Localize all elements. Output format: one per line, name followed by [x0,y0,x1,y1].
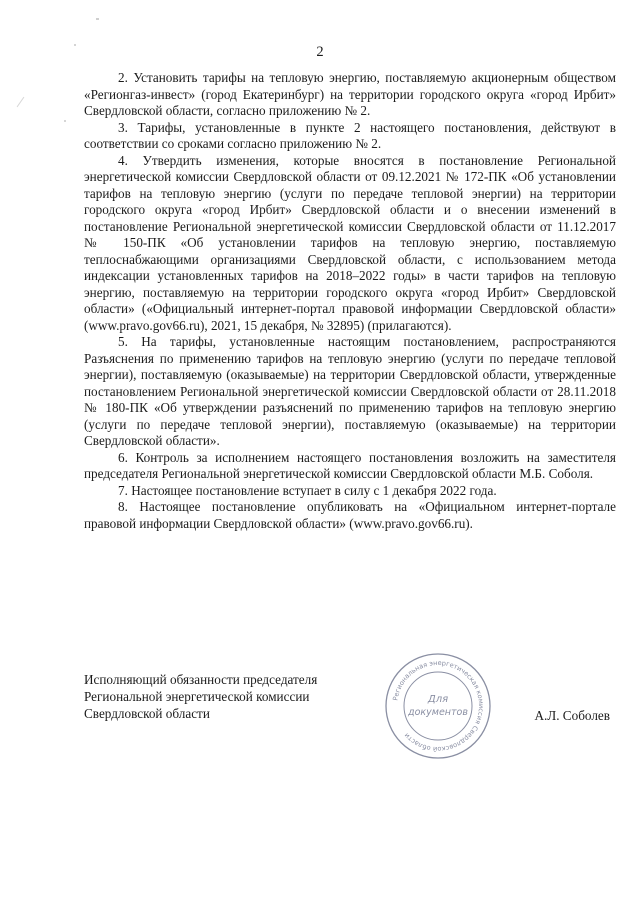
signatory-position [84,671,384,722]
stamp-center-line: документов [408,707,468,718]
document-body [84,70,616,532]
signatory-position-line: Свердловской области [84,706,210,721]
stamp-outer-ring [386,654,490,758]
signatory-position-line: Региональной энергетической комиссии [84,689,310,704]
scan-speck [17,97,25,107]
paragraph-2: 2. Установить тарифы на тепловую энергию, поставляемую акционерным обществом «Регионгаз-инвест» (город Екатеринбург) на территории городского округа «город Ирбит» Свердловской области, согласно приложению № 2. [84,70,616,118]
signatory-position-line: Исполняющий обязанности председателя [84,672,318,687]
paragraph-6: 6. Контроль за исполнением настоящего постановления возложить на заместителя председателя Региональной энергетической комиссии Свердловской области М.Б. Соболя. [84,449,616,481]
paragraph-4: 4. Утвердить изменения, которые вносятся в постановление Региональной энергетической комиссии Свердловской области от 09.12.2021 № 172-ПК «Об установлении тарифов на тепловую энергию (услуги по передаче тепловой энергии) на территории городского округа «город Ирбит» Свердловской области и о внесении изменений в постановление Региональной энергетической комиссии Свердловской области от 11.12.2017 № 150-ПК «Об установлении тарифов на тепловую энергию, поставляемую теплоснабжающими организациями Свердловской области, с использованием метода индексации установленных тарифов на 2018–2022 годы» в части тарифов на тепловую энергию, поставляемую на территории городского округа «город Ирбит» Свердловской области» («Официальный интернет-портал правовой информации Свердловской области» (www.pravo.gov66.ru), 2021, 15 декабря, № 32895) (прилагаются). [84,152,616,333]
paragraph-8: 8. Настоящее постановление опубликовать на «Официальном интернет-портале правовой информации Свердловской области» (www.pravo.gov66.ru). [84,499,616,531]
official-stamp [382,650,494,762]
stamp-inner-ring [404,672,472,740]
signature-block [84,671,616,722]
paragraph-3: 3. Тарифы, установленные в пункте 2 настоящего постановления, действуют в соответствии со сроками согласно приложению № 2. [84,119,616,151]
signatory-name: А.Л. Соболев [534,708,610,723]
stamp-seal-icon [382,650,494,762]
paragraph-7: 7. Настоящее постановление вступает в силу с 1 декабря 2022 года. [118,482,497,498]
page-number: 2 [316,44,324,60]
stamp-ring-text: Региональная энергетическая комиссия Свердловской области [391,658,486,754]
stamp-center-line: Для [427,694,449,705]
paragraph-5: 5. На тарифы, установленные настоящим постановлением, распространяются Разъяснения по применению тарифов на тепловую энергию (услуги по передаче тепловой энергии), поставляемую (оказываемые) на территории Свердловской области, утвержденные постановлением Региональной энергетической комиссии Свердловской области от 28.11.2018 № 180-ПК «Об утверждении разъяснений по применению тарифов на тепловую энергию (услуги по передаче тепловой энергии), поставляемую (оказываемые) на территории Свердловской области». [84,334,616,448]
scan-speck [96,18,99,20]
scan-speck [64,120,66,122]
